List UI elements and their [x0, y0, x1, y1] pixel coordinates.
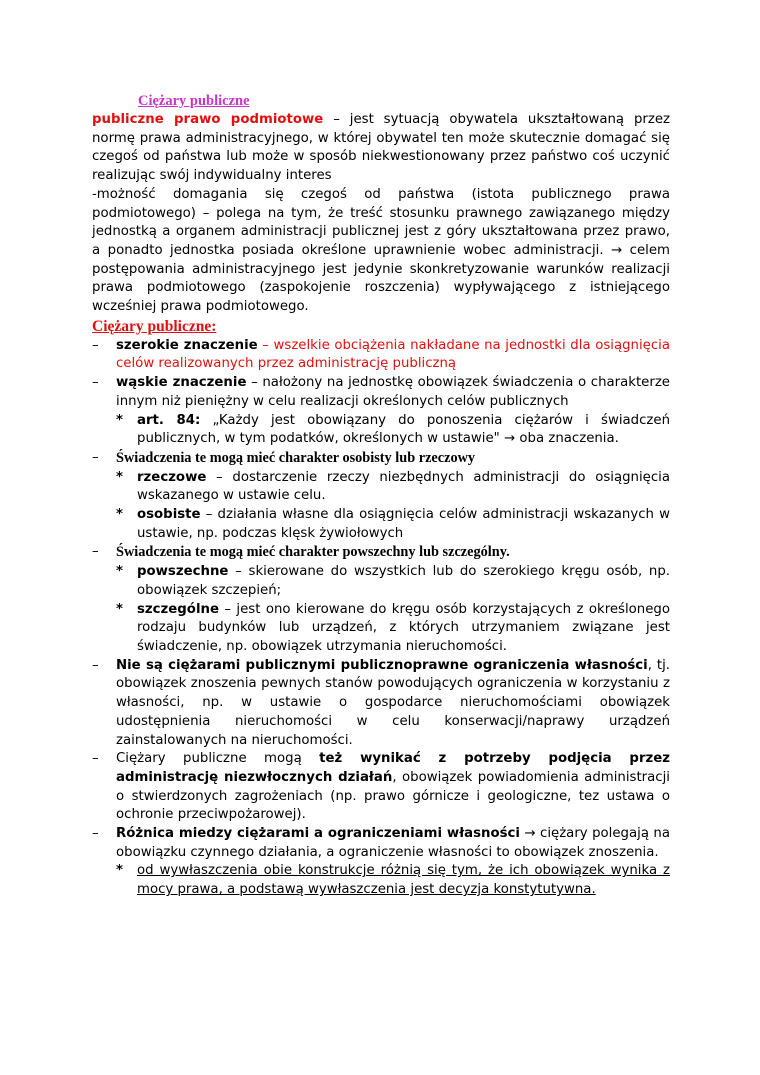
- sub-list: [116, 563, 670, 657]
- item-text: Świadczenia te mogą mieć charakter powszechny lub szczególny.: [116, 544, 510, 561]
- sub-item-expropriation: [92, 862, 670, 899]
- document-title: Ciężary publiczne: [138, 93, 250, 109]
- sub-item-term: rzeczowe: [137, 469, 207, 485]
- sub-item-text: – jest ono kierowane do kręgu osób korzystających z określonego rodzaju budynków lub urządzeń, z których utrzymaniem związane jest świadczenie, np. obowiązek utrzymania nieruchomości.: [137, 601, 670, 654]
- sub-list: [116, 469, 670, 544]
- dash-marker: –: [92, 375, 99, 391]
- list-item-broad-meaning: [92, 337, 670, 374]
- item-term: też wynikać z potrzeby podjęcia przez administrację niezwłocznych działań: [116, 751, 670, 785]
- list-item-immediate-actions: [92, 750, 670, 825]
- list-item-difference: [92, 825, 670, 900]
- item-text: wszelkie obciążenia nakładane na jednostki dla osiągnięcia celów realizowanych przez administrację publiczną: [116, 337, 670, 372]
- list-item-ownership-limits: [92, 657, 670, 751]
- item-sep: –: [257, 337, 274, 353]
- sub-item-text: – działania własne dla osiągnięcia celów administracji wskazanych w ustawie, np. podczas klęsk żywiołowych: [137, 507, 670, 541]
- sub-list: [116, 862, 670, 899]
- section-heading: Ciężary publiczne:: [92, 317, 217, 335]
- item-text: → ciężary polegają na obowiązku czynnego działania, a ograniczenie własności to obowiązek znoszenia.: [116, 826, 671, 860]
- intro-definition: – jest sytuacją obywatela ukształtowaną przez normę prawa administracyjnego, w której obywatel ten może skutecznie domagać się czegoś od państwa lub może w sposób niekwestionowany przez państwo coś uczynić realizując swój indywidualny interes: [92, 112, 670, 184]
- sub-item-term: osobiste: [137, 507, 201, 523]
- list-item-narrow-meaning: [92, 374, 670, 449]
- dash-marker: –: [92, 657, 99, 673]
- item-text: , obowiązek powiadomienia administracji o stwierdzonych zagrożeniach (np. prawo górnicze i geologiczne, tez ustawa o ochronie przeciwpożarowej).: [116, 769, 670, 823]
- star-marker: *: [116, 412, 123, 428]
- sub-item-term: szczególne: [137, 601, 219, 617]
- dash-marker: –: [92, 449, 99, 465]
- sub-item-specific: [92, 601, 670, 657]
- sub-item-material: [92, 469, 670, 506]
- sub-item-text: od wywłaszczenia obie konstrukcje różnią się tym, że ich obowiązek wynika z mocy prawa, a podstawą wywłaszczenia jest decyzja konstytutywna.: [137, 863, 670, 898]
- item-text: , tj. obowiązek znoszenia pewnych stanów powodujących ograniczenia w korzystaniu z własności, np. w ustawie o gospodarce nieruchomościami obowiązek udostępnienia nieruchomości w celu konserwacji/naprawy urządzeń zainstalowanych na nieruchomości.: [116, 657, 670, 748]
- item-text: Świadczenia te mogą mieć charakter osobisty lub rzeczowy: [116, 449, 476, 466]
- item-pre: Ciężary publiczne mogą: [116, 751, 320, 767]
- item-term: Różnica miedzy ciężarami a ograniczeniami własności: [116, 826, 520, 842]
- bullet-list: [92, 337, 670, 900]
- dash-marker: –: [92, 826, 99, 842]
- item-term: szerokie znaczenie: [116, 337, 258, 353]
- intro-term: publiczne prawo podmiotowe: [92, 112, 324, 127]
- sub-item-text: – dostarczenie rzeczy niezbędnych administracji do osiągnięcia wskazanego w ustawie celu.: [137, 469, 670, 504]
- sub-item-text: „Każdy jest obowiązany do ponoszenia ciężarów i świadczeń publicznych, w tym podatków, określonych w ustawie" → oba znaczenia.: [137, 412, 670, 447]
- sub-item-term: art. 84:: [137, 412, 201, 428]
- dash-marker: –: [92, 544, 99, 560]
- sub-list: [116, 412, 670, 449]
- item-term: wąskie znaczenie: [116, 375, 247, 391]
- sub-item-art-84: [92, 412, 670, 449]
- list-item-general-specific: [92, 543, 670, 656]
- star-marker: *: [116, 601, 123, 617]
- sub-item-term: powszechne: [137, 564, 229, 580]
- star-marker: *: [116, 507, 123, 523]
- sub-item-text: – skierowane do wszystkich lub do szerokiego kręgu osób, np. obowiązek szczepień;: [137, 564, 670, 598]
- document-page: [92, 92, 670, 900]
- intro-paragraph: [92, 111, 670, 186]
- dash-marker: –: [92, 751, 99, 767]
- dash-marker: –: [92, 337, 99, 353]
- sub-item-general: [92, 563, 670, 600]
- star-marker: *: [116, 863, 123, 879]
- list-item-personal-material: [92, 449, 670, 544]
- star-marker: *: [116, 564, 123, 580]
- sub-item-personal: [92, 506, 670, 543]
- item-term: Nie są ciężarami publicznymi publicznoprawne ograniczenia własności: [116, 657, 648, 673]
- intro-paragraph-2: -możność domagania się czegoś od państwa (istota publicznego prawa podmiotowego) – polega na tym, że treść stosunku prawnego zawiązanego między jednostką a organem administracji publicznej jest z góry ukształtowana przez prawo, a ponadto jednostka posiada określone uprawnienie wobec administracji. → celem postępowania administracyjnego jest jedynie skonkretyzowanie warunków realizacji prawa podmiotowego (zaspokojenie roszczenia) wypływającego z istniejącego wcześniej prawa podmiotowego.: [92, 186, 670, 315]
- star-marker: *: [116, 469, 123, 485]
- item-text: – nałożony na jednostkę obowiązek świadczenia o charakterze innym niż pieniężny w celu realizacji określonych celów publicznych: [116, 375, 670, 409]
